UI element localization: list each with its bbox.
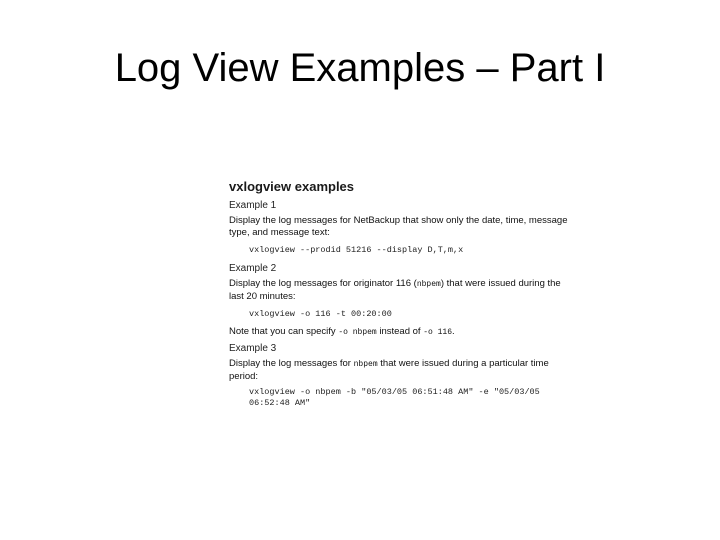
example-3-command <box>249 387 569 409</box>
example-2-text-start: Display the log messages for originator 116 ( <box>229 278 417 289</box>
example-2-inline-code: nbpem <box>416 280 441 289</box>
example-3-command-line-2: 06:52:48 AM" <box>249 398 311 408</box>
example-1-label: Example 1 <box>229 200 277 211</box>
example-3-text-start: Display the log messages for <box>229 358 354 369</box>
doc-heading: vxlogview examples <box>229 179 355 194</box>
example-2-command: vxlogview -o 116 -t 00:20:00 <box>249 309 392 319</box>
example-2-note <box>229 326 569 339</box>
example-2-text <box>229 278 569 303</box>
example-3-text-end: that were issued during a particular time period: <box>229 358 549 382</box>
note-text-start: Note that you can specify <box>229 326 339 337</box>
note-text-middle: instead of <box>376 326 424 337</box>
example-3-command-line-1: vxlogview -o nbpem -b "05/03/05 06:51:48 AM" -e "05/03/05 <box>249 387 540 397</box>
note-text-end: . <box>452 326 455 337</box>
example-3-text <box>229 358 569 383</box>
slide-title: Log View Examples – Part I <box>114 46 606 90</box>
note-inline-code-1: -o nbpem <box>338 328 377 337</box>
example-3-label: Example 3 <box>229 343 277 354</box>
document-image <box>229 178 569 415</box>
example-1-command: vxlogview --prodid 51216 --display D,T,m,x <box>249 245 464 255</box>
example-1-text: Display the log messages for NetBackup that show only the date, time, message type, and message text: <box>229 215 568 238</box>
note-inline-code-2: -o 116 <box>423 328 453 337</box>
example-2-label: Example 2 <box>229 263 277 274</box>
example-3-inline-code: nbpem <box>353 360 378 369</box>
example-2-text-end: ) that were issued during the last 20 minutes: <box>229 278 561 302</box>
